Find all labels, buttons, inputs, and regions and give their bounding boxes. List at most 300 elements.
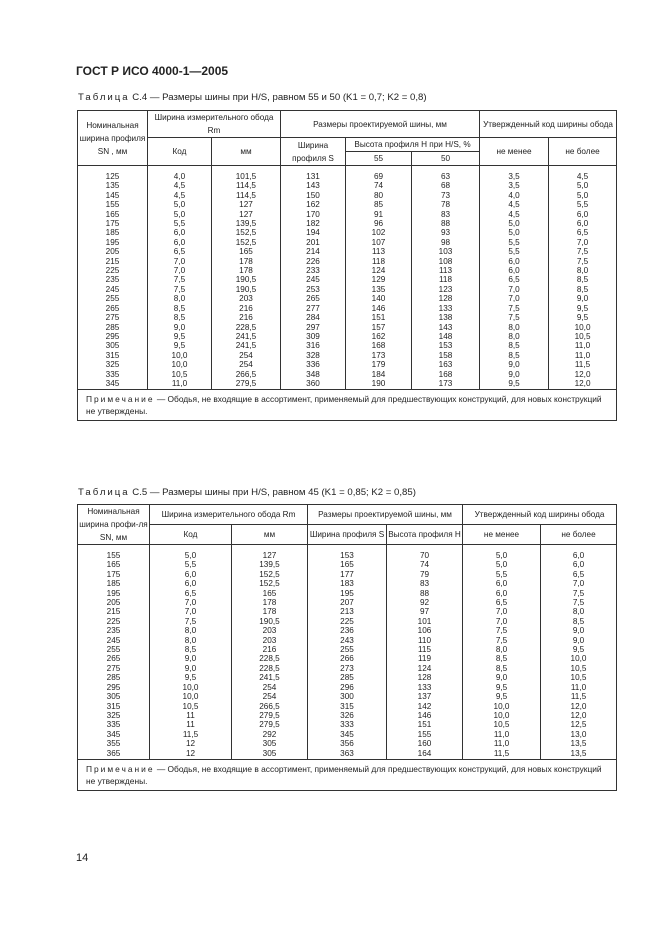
- table-cell: 155: [78, 200, 148, 209]
- table-c5-body: [78, 545, 617, 760]
- table-cell: 8,0: [480, 323, 549, 332]
- table-cell: 309: [281, 332, 346, 341]
- table-cell: 235: [78, 626, 150, 635]
- table-cell: 315: [78, 702, 150, 711]
- table-cell: 241,5: [232, 673, 308, 682]
- table-cell: 178: [212, 257, 281, 266]
- table-cell: 173: [346, 351, 412, 360]
- table-cell: 305: [78, 692, 150, 701]
- table-cell: 68: [412, 181, 480, 190]
- table-cell: 143: [412, 323, 480, 332]
- table-cell: 179: [346, 360, 412, 369]
- table-cell: 4,5: [148, 181, 212, 190]
- table-cell: 119: [387, 654, 463, 663]
- table-cell: 7,5: [480, 313, 549, 322]
- table-cell: 236: [308, 626, 387, 635]
- table-row: [78, 617, 617, 626]
- table-cell: 235: [78, 275, 148, 284]
- table-cell: 131: [281, 166, 346, 182]
- table-cell: 113: [412, 266, 480, 275]
- table-cell: 279,5: [232, 711, 308, 720]
- table-cell: 7,0: [148, 257, 212, 266]
- table-row: [78, 323, 617, 332]
- table-row: [78, 370, 617, 379]
- table-cell: 11,5: [541, 692, 617, 701]
- table-cell: 137: [387, 692, 463, 701]
- table-cell: 151: [387, 720, 463, 729]
- table-cell: 10,5: [541, 673, 617, 682]
- table-row: [78, 626, 617, 635]
- table-cell: 300: [308, 692, 387, 701]
- table-cell: 4,5: [480, 200, 549, 209]
- table-cell: 12,5: [541, 720, 617, 729]
- table-cell: 11,0: [148, 379, 212, 390]
- table-cell: 127: [212, 210, 281, 219]
- caption-word: Таблица: [78, 487, 130, 498]
- table-cell: 225: [78, 617, 150, 626]
- table-cell: 8,0: [463, 645, 541, 654]
- table-cell: 8,0: [148, 294, 212, 303]
- table-cell: 103: [412, 247, 480, 256]
- table-cell: 6,0: [549, 210, 617, 219]
- table-cell: 6,0: [148, 238, 212, 247]
- table-cell: 9,0: [150, 654, 232, 663]
- table-cell: 194: [281, 228, 346, 237]
- table-cell: 10,0: [148, 351, 212, 360]
- table-row: [78, 200, 617, 209]
- table-cell: 107: [346, 238, 412, 247]
- table-cell: 325: [78, 360, 148, 369]
- table-cell: 201: [281, 238, 346, 247]
- table-cell: 155: [387, 730, 463, 739]
- table-cell: 9,0: [549, 294, 617, 303]
- table-cell: 73: [412, 191, 480, 200]
- document-header: ГОСТ Р ИСО 4000-1—2005: [76, 64, 229, 78]
- table-cell: 228,5: [232, 654, 308, 663]
- col-code: Код: [148, 138, 212, 166]
- table-cell: 165: [78, 210, 148, 219]
- table-cell: 356: [308, 739, 387, 748]
- table-cell: 5,0: [150, 545, 232, 561]
- table-cell: 245: [78, 285, 148, 294]
- table-row: [78, 181, 617, 190]
- table-cell: 295: [78, 683, 150, 692]
- table-cell: 129: [346, 275, 412, 284]
- table-row: [78, 266, 617, 275]
- table-cell: 190,5: [212, 275, 281, 284]
- table-cell: 101,5: [212, 166, 281, 182]
- col-ratio-50: 50: [412, 152, 480, 166]
- table-cell: 10,0: [463, 702, 541, 711]
- table-cell: 125: [78, 166, 148, 182]
- table-cell: 6,0: [541, 545, 617, 561]
- table-cell: 143: [281, 181, 346, 190]
- caption-text: — Размеры шины при H/S, равном 55 и 50 (K1 = 0,7; K2 = 0,8): [149, 92, 427, 103]
- table-cell: 216: [212, 304, 281, 313]
- table-c4-note: [78, 390, 617, 421]
- table-cell: 279,5: [212, 379, 281, 390]
- col-section-width: Ширина профиля S: [308, 525, 387, 545]
- table-cell: 135: [78, 181, 148, 190]
- table-row: [78, 720, 617, 729]
- table-cell: 146: [346, 304, 412, 313]
- table-cell: 170: [281, 210, 346, 219]
- table-row: [78, 598, 617, 607]
- table-cell: 175: [78, 219, 148, 228]
- table-cell: 5,5: [150, 560, 232, 569]
- table-cell: 203: [212, 294, 281, 303]
- table-row: [78, 589, 617, 598]
- col-rim-width: Ширина измерительного обода Rm: [150, 505, 308, 525]
- table-cell: 345: [308, 730, 387, 739]
- table-cell: 275: [78, 664, 150, 673]
- table-cell: 115: [387, 645, 463, 654]
- table-cell: 255: [308, 645, 387, 654]
- table-cell: 168: [346, 341, 412, 350]
- table-c4-body: [78, 166, 617, 390]
- note-text: — Ободья, не входящие в ассортимент, применяемый для предшествующих конструкций, для новых конструкций не утверждены.: [86, 394, 602, 417]
- table-cell: 7,0: [148, 266, 212, 275]
- table-row: [78, 560, 617, 569]
- table-cell: 365: [78, 749, 150, 760]
- table-cell: 6,0: [148, 228, 212, 237]
- table-cell: 114,5: [212, 181, 281, 190]
- table-row: [78, 285, 617, 294]
- table-cell: 106: [387, 626, 463, 635]
- table-row: [78, 673, 617, 682]
- table-cell: 9,5: [463, 683, 541, 692]
- caption-text: — Размеры шины при H/S, равном 45 (K1 = 0,85; K2 = 0,85): [149, 487, 416, 498]
- table-cell: 8,5: [148, 304, 212, 313]
- table-cell: 108: [412, 257, 480, 266]
- table-cell: 245: [281, 275, 346, 284]
- table-cell: 165: [212, 247, 281, 256]
- table-cell: 11,5: [150, 730, 232, 739]
- table-cell: 6,0: [463, 579, 541, 588]
- table-cell: 6,5: [148, 247, 212, 256]
- table-cell: 12,0: [541, 702, 617, 711]
- table-cell: 124: [346, 266, 412, 275]
- table-cell: 195: [308, 589, 387, 598]
- page-number: 14: [76, 852, 89, 864]
- table-cell: 13,5: [541, 749, 617, 760]
- table-cell: 10,5: [541, 664, 617, 673]
- table-cell: 255: [78, 645, 150, 654]
- table-cell: 305: [78, 341, 148, 350]
- table-cell: 70: [387, 545, 463, 561]
- table-cell: 328: [281, 351, 346, 360]
- table-cell: 6,0: [480, 257, 549, 266]
- table-cell: 190,5: [212, 285, 281, 294]
- table-row: [78, 579, 617, 588]
- table-cell: 348: [281, 370, 346, 379]
- table-cell: 133: [387, 683, 463, 692]
- table-cell: 142: [387, 702, 463, 711]
- table-c5: [77, 504, 617, 791]
- table-cell: 315: [308, 702, 387, 711]
- table-cell: 173: [412, 379, 480, 390]
- table-cell: 79: [387, 570, 463, 579]
- table-cell: 123: [412, 285, 480, 294]
- table-row: [78, 275, 617, 284]
- table-cell: 7,0: [541, 579, 617, 588]
- table-cell: 9,0: [541, 636, 617, 645]
- table-row: [78, 332, 617, 341]
- table-cell: 5,5: [480, 238, 549, 247]
- table-cell: 160: [387, 739, 463, 748]
- table-cell: 175: [78, 570, 150, 579]
- table-cell: 285: [308, 673, 387, 682]
- table-c5-note: [78, 759, 617, 790]
- table-cell: 195: [78, 238, 148, 247]
- table-cell: 5,5: [463, 570, 541, 579]
- table-cell: 279,5: [232, 720, 308, 729]
- table-cell: 113: [346, 247, 412, 256]
- table-row: [78, 645, 617, 654]
- table-cell: 124: [387, 664, 463, 673]
- table-cell: 9,0: [541, 626, 617, 635]
- table-cell: 9,0: [148, 323, 212, 332]
- table-cell: 5,0: [463, 560, 541, 569]
- table-cell: 165: [78, 560, 150, 569]
- table-cell: 185: [78, 579, 150, 588]
- table-cell: 74: [387, 560, 463, 569]
- table-cell: 3,5: [480, 181, 549, 190]
- table-cell: 190,5: [232, 617, 308, 626]
- col-ratio-55: 55: [346, 152, 412, 166]
- table-cell: 6,0: [480, 266, 549, 275]
- table-row: [78, 219, 617, 228]
- table-cell: 9,5: [148, 341, 212, 350]
- table-row: [78, 228, 617, 237]
- table-cell: 205: [78, 598, 150, 607]
- table-cell: 315: [78, 351, 148, 360]
- table-cell: 13,0: [541, 730, 617, 739]
- table-cell: 4,5: [480, 210, 549, 219]
- table-cell: 183: [308, 579, 387, 588]
- table-cell: 153: [308, 545, 387, 561]
- table-cell: 255: [78, 294, 148, 303]
- table-cell: 284: [281, 313, 346, 322]
- table-cell: 185: [78, 228, 148, 237]
- table-cell: 114,5: [212, 191, 281, 200]
- table-cell: 145: [78, 191, 148, 200]
- table-cell: 7,5: [463, 636, 541, 645]
- table-cell: 8,5: [549, 275, 617, 284]
- table-cell: 12,0: [541, 711, 617, 720]
- table-c5-caption: [78, 487, 416, 498]
- table-c4: [77, 110, 617, 421]
- table-cell: 13,5: [541, 739, 617, 748]
- table-cell: 80: [346, 191, 412, 200]
- table-cell: 7,0: [463, 607, 541, 616]
- table-cell: 11,0: [463, 739, 541, 748]
- table-cell: 127: [232, 545, 308, 561]
- table-row: [78, 711, 617, 720]
- table-cell: 5,5: [480, 247, 549, 256]
- table-cell: 233: [281, 266, 346, 275]
- table-cell: 162: [346, 332, 412, 341]
- table-cell: 97: [387, 607, 463, 616]
- table-cell: 273: [308, 664, 387, 673]
- table-cell: 152,5: [212, 238, 281, 247]
- table-cell: 5,0: [463, 545, 541, 561]
- table-cell: 228,5: [212, 323, 281, 332]
- table-cell: 5,0: [480, 219, 549, 228]
- table-cell: 139,5: [232, 560, 308, 569]
- col-design-dims: Размеры проектируемой шины, мм: [281, 111, 480, 138]
- table-cell: 12: [150, 739, 232, 748]
- table-cell: 266: [308, 654, 387, 663]
- table-cell: 9,5: [541, 645, 617, 654]
- table-cell: 215: [78, 257, 148, 266]
- table-cell: 254: [232, 692, 308, 701]
- table-cell: 140: [346, 294, 412, 303]
- table-cell: 6,0: [463, 589, 541, 598]
- table-cell: 228,5: [232, 664, 308, 673]
- table-cell: 10,0: [150, 683, 232, 692]
- col-min: не менее: [463, 525, 541, 545]
- table-cell: 245: [78, 636, 150, 645]
- caption-word: Таблица: [78, 92, 130, 103]
- table-cell: 9,0: [150, 664, 232, 673]
- table-cell: 92: [387, 598, 463, 607]
- table-cell: 9,5: [463, 692, 541, 701]
- table-cell: 254: [212, 360, 281, 369]
- table-row: [78, 730, 617, 739]
- table-cell: 157: [346, 323, 412, 332]
- table-cell: 83: [387, 579, 463, 588]
- table-cell: 265: [78, 304, 148, 313]
- table-cell: 216: [212, 313, 281, 322]
- table-cell: 10,5: [150, 702, 232, 711]
- table-cell: 10,0: [148, 360, 212, 369]
- table-row: [78, 749, 617, 760]
- table-cell: 8,0: [549, 266, 617, 275]
- table-cell: 7,0: [480, 285, 549, 294]
- table-cell: 11: [150, 720, 232, 729]
- table-cell: 4,5: [148, 191, 212, 200]
- table-cell: 7,0: [463, 617, 541, 626]
- table-cell: 7,0: [150, 607, 232, 616]
- col-max: не более: [541, 525, 617, 545]
- table-cell: 8,5: [480, 341, 549, 350]
- table-cell: 11,5: [463, 749, 541, 760]
- table-cell: 253: [281, 285, 346, 294]
- table-cell: 8,5: [463, 664, 541, 673]
- caption-number: С.5: [132, 487, 148, 498]
- table-cell: 203: [232, 636, 308, 645]
- table-cell: 336: [281, 360, 346, 369]
- table-row: [78, 257, 617, 266]
- table-cell: 295: [78, 332, 148, 341]
- table-cell: 11: [150, 711, 232, 720]
- table-row: [78, 304, 617, 313]
- table-cell: 5,5: [549, 200, 617, 209]
- table-cell: 158: [412, 351, 480, 360]
- col-rim-width: Ширина измерительного обода Rm: [148, 111, 281, 138]
- table-cell: 98: [412, 238, 480, 247]
- note-word: Примечание: [86, 763, 155, 774]
- table-cell: 266,5: [232, 702, 308, 711]
- table-cell: 7,5: [148, 275, 212, 284]
- table-cell: 10,0: [463, 711, 541, 720]
- table-cell: 88: [412, 219, 480, 228]
- table-cell: 265: [78, 654, 150, 663]
- note-text: — Ободья, не входящие в ассортимент, применяемый для предшествующих конструкций, для новых конструкций не утверждены.: [86, 763, 602, 786]
- table-cell: 12,0: [549, 370, 617, 379]
- table-cell: 3,5: [480, 166, 549, 182]
- table-cell: 165: [232, 589, 308, 598]
- table-cell: 96: [346, 219, 412, 228]
- table-cell: 182: [281, 219, 346, 228]
- table-cell: 243: [308, 636, 387, 645]
- col-mm: мм: [212, 138, 281, 166]
- table-row: [78, 692, 617, 701]
- table-cell: 8,5: [150, 645, 232, 654]
- table-row: [78, 570, 617, 579]
- table-row: [78, 636, 617, 645]
- table-cell: 5,0: [549, 191, 617, 200]
- table-cell: 6,0: [150, 570, 232, 579]
- table-cell: 326: [308, 711, 387, 720]
- table-cell: 190: [346, 379, 412, 390]
- table-cell: 10,5: [549, 332, 617, 341]
- table-row: [78, 247, 617, 256]
- table-cell: 83: [412, 210, 480, 219]
- table-cell: 205: [78, 247, 148, 256]
- table-cell: 148: [412, 332, 480, 341]
- table-row: [78, 238, 617, 247]
- table-cell: 155: [78, 545, 150, 561]
- table-cell: 152,5: [212, 228, 281, 237]
- table-cell: 5,0: [148, 200, 212, 209]
- table-cell: 216: [232, 645, 308, 654]
- table-row: [78, 607, 617, 616]
- table-cell: 7,5: [549, 257, 617, 266]
- col-section-height: Высота профиля H: [387, 525, 463, 545]
- table-cell: 168: [412, 370, 480, 379]
- col-mm: мм: [232, 525, 308, 545]
- table-cell: 7,0: [480, 294, 549, 303]
- table-cell: 8,5: [148, 313, 212, 322]
- table-cell: 203: [232, 626, 308, 635]
- table-cell: 5,0: [148, 210, 212, 219]
- table-cell: 9,0: [463, 673, 541, 682]
- table-c4-caption: [78, 92, 427, 103]
- col-section-width: Ширина профиля S: [281, 138, 346, 166]
- table-cell: 135: [346, 285, 412, 294]
- table-row: [78, 294, 617, 303]
- table-cell: 152,5: [232, 570, 308, 579]
- note-word: Примечание: [86, 394, 155, 405]
- table-cell: 11,0: [541, 683, 617, 692]
- table-cell: 4,5: [549, 166, 617, 182]
- table-cell: 7,5: [148, 285, 212, 294]
- table-cell: 69: [346, 166, 412, 182]
- table-cell: 138: [412, 313, 480, 322]
- table-cell: 7,0: [549, 238, 617, 247]
- table-cell: 213: [308, 607, 387, 616]
- table-row: [78, 545, 617, 561]
- table-cell: 225: [308, 617, 387, 626]
- table-cell: 7,5: [541, 589, 617, 598]
- table-cell: 162: [281, 200, 346, 209]
- table-cell: 305: [232, 749, 308, 760]
- table-cell: 215: [78, 607, 150, 616]
- table-cell: 8,5: [480, 351, 549, 360]
- table-cell: 297: [281, 323, 346, 332]
